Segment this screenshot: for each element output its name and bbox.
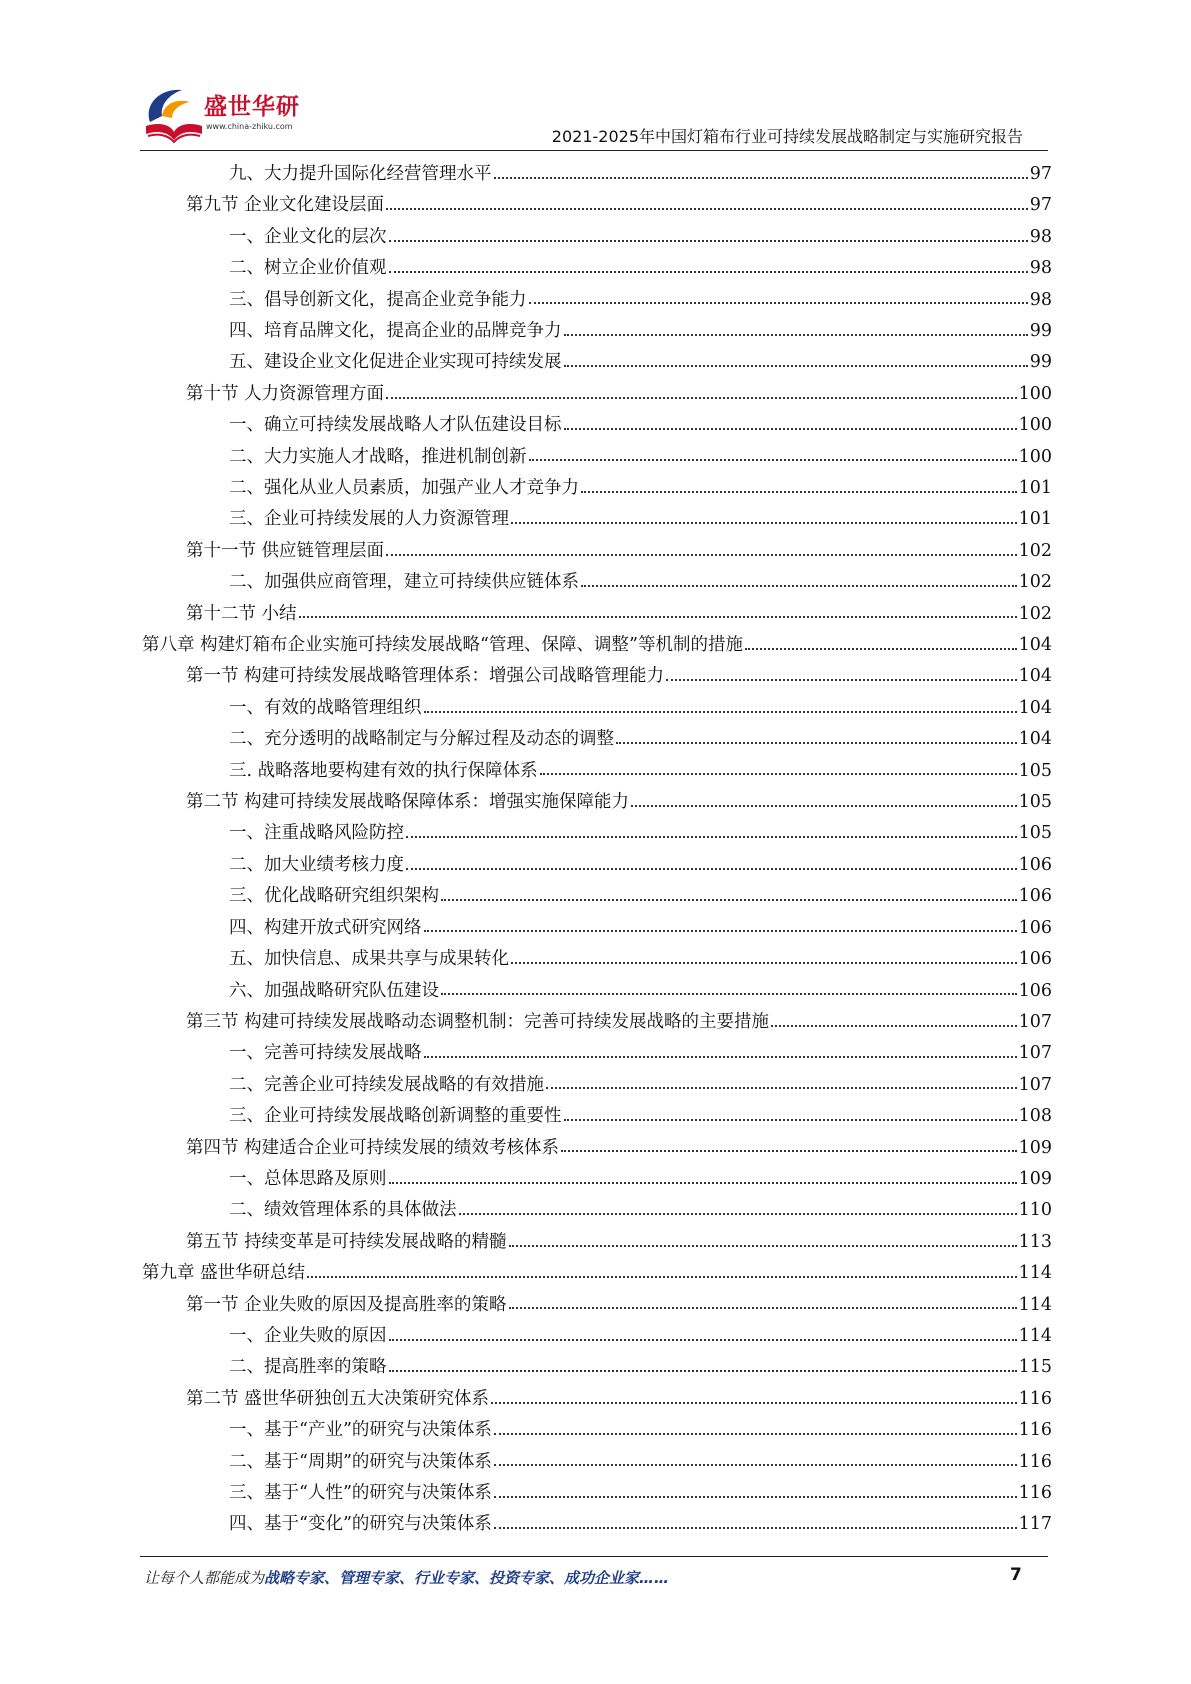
toc-entry-title: 三、企业可持续发展战略创新调整的重要性 — [229, 1106, 562, 1127]
toc-entry[interactable] — [0, 1509, 1052, 1540]
toc-entry[interactable] — [0, 756, 1052, 787]
toc-entry-title: 二、绩效管理体系的具体做法 — [229, 1200, 457, 1221]
toc-dot-leader — [441, 891, 1017, 901]
logo-url: www.china-zhiku.com — [206, 122, 293, 131]
toc-entry[interactable] — [0, 379, 1052, 410]
toc-dot-leader — [494, 1425, 1017, 1435]
toc-entry[interactable] — [0, 1038, 1052, 1069]
toc-entry-page: 110 — [1018, 1200, 1052, 1221]
toc-entry-page: 106 — [1018, 854, 1052, 875]
toc-dot-leader — [389, 1174, 1017, 1184]
toc-entry[interactable] — [0, 1384, 1052, 1415]
toc-dot-leader — [564, 420, 1017, 430]
toc-dot-leader — [494, 1488, 1017, 1498]
toc-entry-title: 一、总体思路及原则 — [229, 1168, 387, 1189]
toc-entry-page: 97 — [1029, 163, 1052, 184]
toc-entry[interactable] — [0, 850, 1052, 881]
toc-entry[interactable] — [0, 473, 1052, 504]
toc-entry[interactable] — [0, 976, 1052, 1007]
toc-entry[interactable] — [0, 724, 1052, 755]
toc-dot-leader — [546, 1079, 1017, 1089]
toc-dot-leader — [616, 734, 1017, 744]
toc-entry-title: 第二节 盛世华研独创五大决策研究体系 — [186, 1388, 490, 1409]
toc-entry-title: 第九节 企业文化建设层面 — [186, 195, 385, 216]
toc-entry[interactable] — [0, 1227, 1052, 1258]
toc-entry-page: 106 — [1018, 949, 1052, 970]
toc-entry-title: 二、基于“周期”的研究与决策体系 — [229, 1451, 492, 1472]
toc-entry-page: 97 — [1029, 195, 1052, 216]
toc-entry-page: 100 — [1018, 446, 1052, 467]
toc-dot-leader — [564, 326, 1028, 336]
toc-dot-leader — [389, 1331, 1017, 1341]
toc-entry[interactable] — [0, 190, 1052, 221]
page-number: 7 — [1010, 1565, 1022, 1585]
toc-entry[interactable] — [0, 913, 1052, 944]
toc-entry-title: 四、培育品牌文化，提高企业的品牌竞争力 — [229, 320, 562, 341]
toc-entry-page: 106 — [1018, 886, 1052, 907]
toc-entry[interactable] — [0, 881, 1052, 912]
toc-entry-page: 116 — [1018, 1388, 1052, 1409]
toc-entry-page: 116 — [1018, 1483, 1052, 1504]
toc-entry[interactable] — [0, 567, 1052, 598]
toc-entry-title: 五、加快信息、成果共享与成果转化 — [229, 949, 509, 970]
logo-emblem-icon — [140, 82, 206, 144]
footer-divider — [140, 1556, 1048, 1557]
toc-dot-leader — [561, 1142, 1017, 1152]
header-divider — [140, 150, 1048, 151]
toc-dot-leader — [540, 765, 1017, 775]
slogan-lead: 让每个人都能成为 — [144, 1569, 265, 1587]
toc-entry-page: 104 — [1018, 635, 1052, 656]
toc-dot-leader — [307, 1268, 1017, 1278]
toc-entry-page: 98 — [1029, 258, 1052, 279]
toc-entry-page: 105 — [1018, 823, 1052, 844]
toc-entry[interactable] — [0, 1321, 1052, 1352]
toc-entry-page: 104 — [1018, 729, 1052, 750]
toc-dot-leader — [424, 922, 1017, 932]
toc-dot-leader — [581, 577, 1017, 587]
toc-entry-title: 第四节 构建适合企业可持续发展的绩效考核体系 — [186, 1137, 560, 1158]
toc-entry[interactable] — [0, 253, 1052, 284]
toc-entry-title: 二、提高胜率的策略 — [229, 1357, 387, 1378]
toc-entry-title: 第五节 持续变革是可持续发展战略的精髓 — [186, 1231, 507, 1252]
toc-entry[interactable] — [0, 1070, 1052, 1101]
toc-dot-leader — [509, 1237, 1017, 1247]
footer-slogan — [144, 1567, 669, 1588]
toc-entry[interactable] — [0, 442, 1052, 473]
toc-entry-title: 一、企业失败的原因 — [229, 1325, 387, 1346]
toc-entry-title: 第一节 企业失败的原因及提高胜率的策略 — [186, 1294, 507, 1315]
toc-entry[interactable] — [0, 536, 1052, 567]
toc-dot-leader — [511, 514, 1017, 524]
toc-dot-leader — [389, 1362, 1017, 1372]
toc-entry[interactable] — [0, 1290, 1052, 1321]
toc-entry-page: 116 — [1018, 1451, 1052, 1472]
toc-entry-page: 105 — [1018, 792, 1052, 813]
toc-dot-leader — [299, 608, 1017, 618]
toc-dot-leader — [386, 200, 1028, 210]
toc-entry[interactable] — [0, 1415, 1052, 1446]
toc-entry-title: 第二节 构建可持续发展战略保障体系：增强实施保障能力 — [186, 792, 630, 813]
toc-entry[interactable] — [0, 630, 1052, 661]
toc-dot-leader — [424, 703, 1017, 713]
toc-entry-title: 第八章 构建灯箱布企业实施可持续发展战略“管理、保障、调整”等机制的措施 — [142, 635, 743, 656]
toc-entry-page: 107 — [1018, 1074, 1052, 1095]
toc-entry-title: 二、充分透明的战略制定与分解过程及动态的调整 — [229, 729, 614, 750]
toc-entry-title: 三、企业可持续发展的人力资源管理 — [229, 509, 509, 530]
toc-entry[interactable] — [0, 693, 1052, 724]
toc-entry-title: 一、注重战略风险防控 — [229, 823, 404, 844]
toc-entry[interactable] — [0, 222, 1052, 253]
toc-dot-leader — [581, 483, 1017, 493]
toc-entry-page: 108 — [1018, 1106, 1052, 1127]
toc-entry-page: 106 — [1018, 917, 1052, 938]
toc-entry-page: 109 — [1018, 1168, 1052, 1189]
toc-entry[interactable] — [0, 1133, 1052, 1164]
toc-entry-title: 第十节 人力资源管理方面 — [186, 383, 385, 404]
toc-entry-page: 98 — [1029, 289, 1052, 310]
toc-dot-leader — [529, 294, 1028, 304]
toc-entry-title: 第十二节 小结 — [186, 603, 297, 624]
toc-entry-page: 102 — [1018, 572, 1052, 593]
toc-entry-page: 114 — [1018, 1325, 1052, 1346]
toc-dot-leader — [564, 1111, 1017, 1121]
toc-entry-title: 六、加强战略研究队伍建设 — [229, 980, 439, 1001]
toc-entry-title: 二、加大业绩考核力度 — [229, 854, 404, 875]
toc-entry-page: 104 — [1018, 666, 1052, 687]
toc-entry-title: 一、完善可持续发展战略 — [229, 1043, 422, 1064]
toc-dot-leader — [511, 954, 1017, 964]
logo-name: 盛世华研 — [204, 94, 300, 120]
toc-entry-title: 第九章 盛世华研总结 — [142, 1263, 306, 1284]
toc-entry-title: 二、完善企业可持续发展战略的有效措施 — [229, 1074, 544, 1095]
toc-dot-leader — [494, 1519, 1017, 1529]
toc-entry-title: 第十一节 供应链管理层面 — [186, 540, 385, 561]
toc-dot-leader — [631, 797, 1017, 807]
toc-dot-leader — [494, 169, 1028, 179]
toc-entry-page: 117 — [1018, 1514, 1052, 1535]
toc-dot-leader — [459, 1205, 1017, 1215]
toc-entry-page: 100 — [1018, 383, 1052, 404]
toc-entry-page: 106 — [1018, 980, 1052, 1001]
toc-entry-title: 三、倡导创新文化，提高企业竞争能力 — [229, 289, 527, 310]
toc-entry-page: 114 — [1018, 1263, 1052, 1284]
toc-entry[interactable] — [0, 787, 1052, 818]
toc-dot-leader — [564, 357, 1028, 367]
toc-dot-leader — [386, 546, 1017, 556]
page-header — [0, 0, 1191, 155]
toc-dot-leader — [771, 1017, 1017, 1027]
toc-dot-leader — [406, 860, 1017, 870]
toc-entry-page: 113 — [1018, 1231, 1052, 1252]
toc-entry-title: 二、大力实施人才战略，推进机制创新 — [229, 446, 527, 467]
toc-entry-title: 五、建设企业文化促进企业实现可持续发展 — [229, 352, 562, 373]
toc-entry-page: 101 — [1018, 509, 1052, 530]
toc-entry-page: 102 — [1018, 603, 1052, 624]
toc-entry[interactable] — [0, 944, 1052, 975]
toc-entry[interactable] — [0, 504, 1052, 535]
toc-entry[interactable] — [0, 285, 1052, 316]
toc-entry-title: 九、大力提升国际化经营管理水平 — [229, 163, 492, 184]
toc-entry[interactable] — [0, 1447, 1052, 1478]
toc-entry[interactable] — [0, 1164, 1052, 1195]
toc-entry-title: 二、加强供应商管理，建立可持续供应链体系 — [229, 572, 579, 593]
toc-entry-page: 101 — [1018, 478, 1052, 499]
toc-entry[interactable] — [0, 347, 1052, 378]
table-of-contents — [0, 159, 1191, 1541]
toc-entry-title: 四、构建开放式研究网络 — [229, 917, 422, 938]
toc-entry[interactable] — [0, 819, 1052, 850]
toc-entry-page: 105 — [1018, 760, 1052, 781]
toc-entry-page: 99 — [1029, 320, 1052, 341]
toc-entry-title: 三. 战略落地要构建有效的执行保障体系 — [229, 760, 538, 781]
toc-entry-title: 第一节 构建可持续发展战略管理体系：增强公司战略管理能力 — [186, 666, 665, 687]
toc-entry-title: 一、企业文化的层次 — [229, 226, 387, 247]
toc-entry[interactable] — [0, 662, 1052, 693]
toc-entry-page: 115 — [1018, 1357, 1052, 1378]
company-logo — [140, 82, 310, 144]
toc-entry[interactable] — [0, 1195, 1052, 1226]
toc-entry-title: 一、确立可持续发展战略人才队伍建设目标 — [229, 415, 562, 436]
toc-entry-title: 第三节 构建可持续发展战略动态调整机制：完善可持续发展战略的主要措施 — [186, 1011, 770, 1032]
toc-entry[interactable] — [0, 1478, 1052, 1509]
toc-entry[interactable] — [0, 159, 1052, 190]
toc-dot-leader — [494, 1456, 1017, 1466]
toc-entry[interactable] — [0, 1101, 1052, 1132]
toc-entry-page: 116 — [1018, 1420, 1052, 1441]
toc-dot-leader — [386, 389, 1017, 399]
toc-entry-page: 104 — [1018, 697, 1052, 718]
toc-entry-page: 98 — [1029, 226, 1052, 247]
toc-entry-page: 107 — [1018, 1011, 1052, 1032]
toc-entry-title: 四、基于“变化”的研究与决策体系 — [229, 1514, 492, 1535]
toc-entry-title: 三、基于“人性”的研究与决策体系 — [229, 1483, 492, 1504]
toc-dot-leader — [406, 828, 1017, 838]
report-title: 2021-2025年中国灯箱布行业可持续发展战略制定与实施研究报告 — [551, 127, 1023, 146]
toc-entry[interactable] — [0, 316, 1052, 347]
toc-entry-page: 100 — [1018, 415, 1052, 436]
toc-entry[interactable] — [0, 1352, 1052, 1383]
toc-dot-leader — [745, 640, 1017, 650]
toc-dot-leader — [389, 263, 1028, 273]
toc-dot-leader — [441, 985, 1017, 995]
toc-entry-page: 109 — [1018, 1137, 1052, 1158]
toc-entry-page: 107 — [1018, 1043, 1052, 1064]
toc-entry-page: 102 — [1018, 540, 1052, 561]
toc-entry-title: 二、树立企业价值观 — [229, 258, 387, 279]
toc-entry[interactable] — [0, 1258, 1052, 1289]
toc-entry[interactable] — [0, 410, 1052, 441]
toc-dot-leader — [509, 1299, 1017, 1309]
toc-dot-leader — [424, 1048, 1017, 1058]
toc-dot-leader — [666, 671, 1017, 681]
toc-dot-leader — [529, 451, 1017, 461]
toc-entry[interactable] — [0, 599, 1052, 630]
toc-dot-leader — [491, 1394, 1017, 1404]
toc-entry-page: 99 — [1029, 352, 1052, 373]
slogan-accent: 战略专家、管理专家、行业专家、投资专家、成功企业家…… — [264, 1569, 670, 1587]
toc-entry-title: 一、有效的战略管理组织 — [229, 697, 422, 718]
toc-dot-leader — [389, 232, 1028, 242]
toc-entry-title: 二、强化从业人员素质，加强产业人才竞争力 — [229, 478, 579, 499]
toc-entry-title: 一、基于“产业”的研究与决策体系 — [229, 1420, 492, 1441]
toc-entry[interactable] — [0, 1007, 1052, 1038]
toc-entry-title: 三、优化战略研究组织架构 — [229, 886, 439, 907]
toc-entry-page: 114 — [1018, 1294, 1052, 1315]
